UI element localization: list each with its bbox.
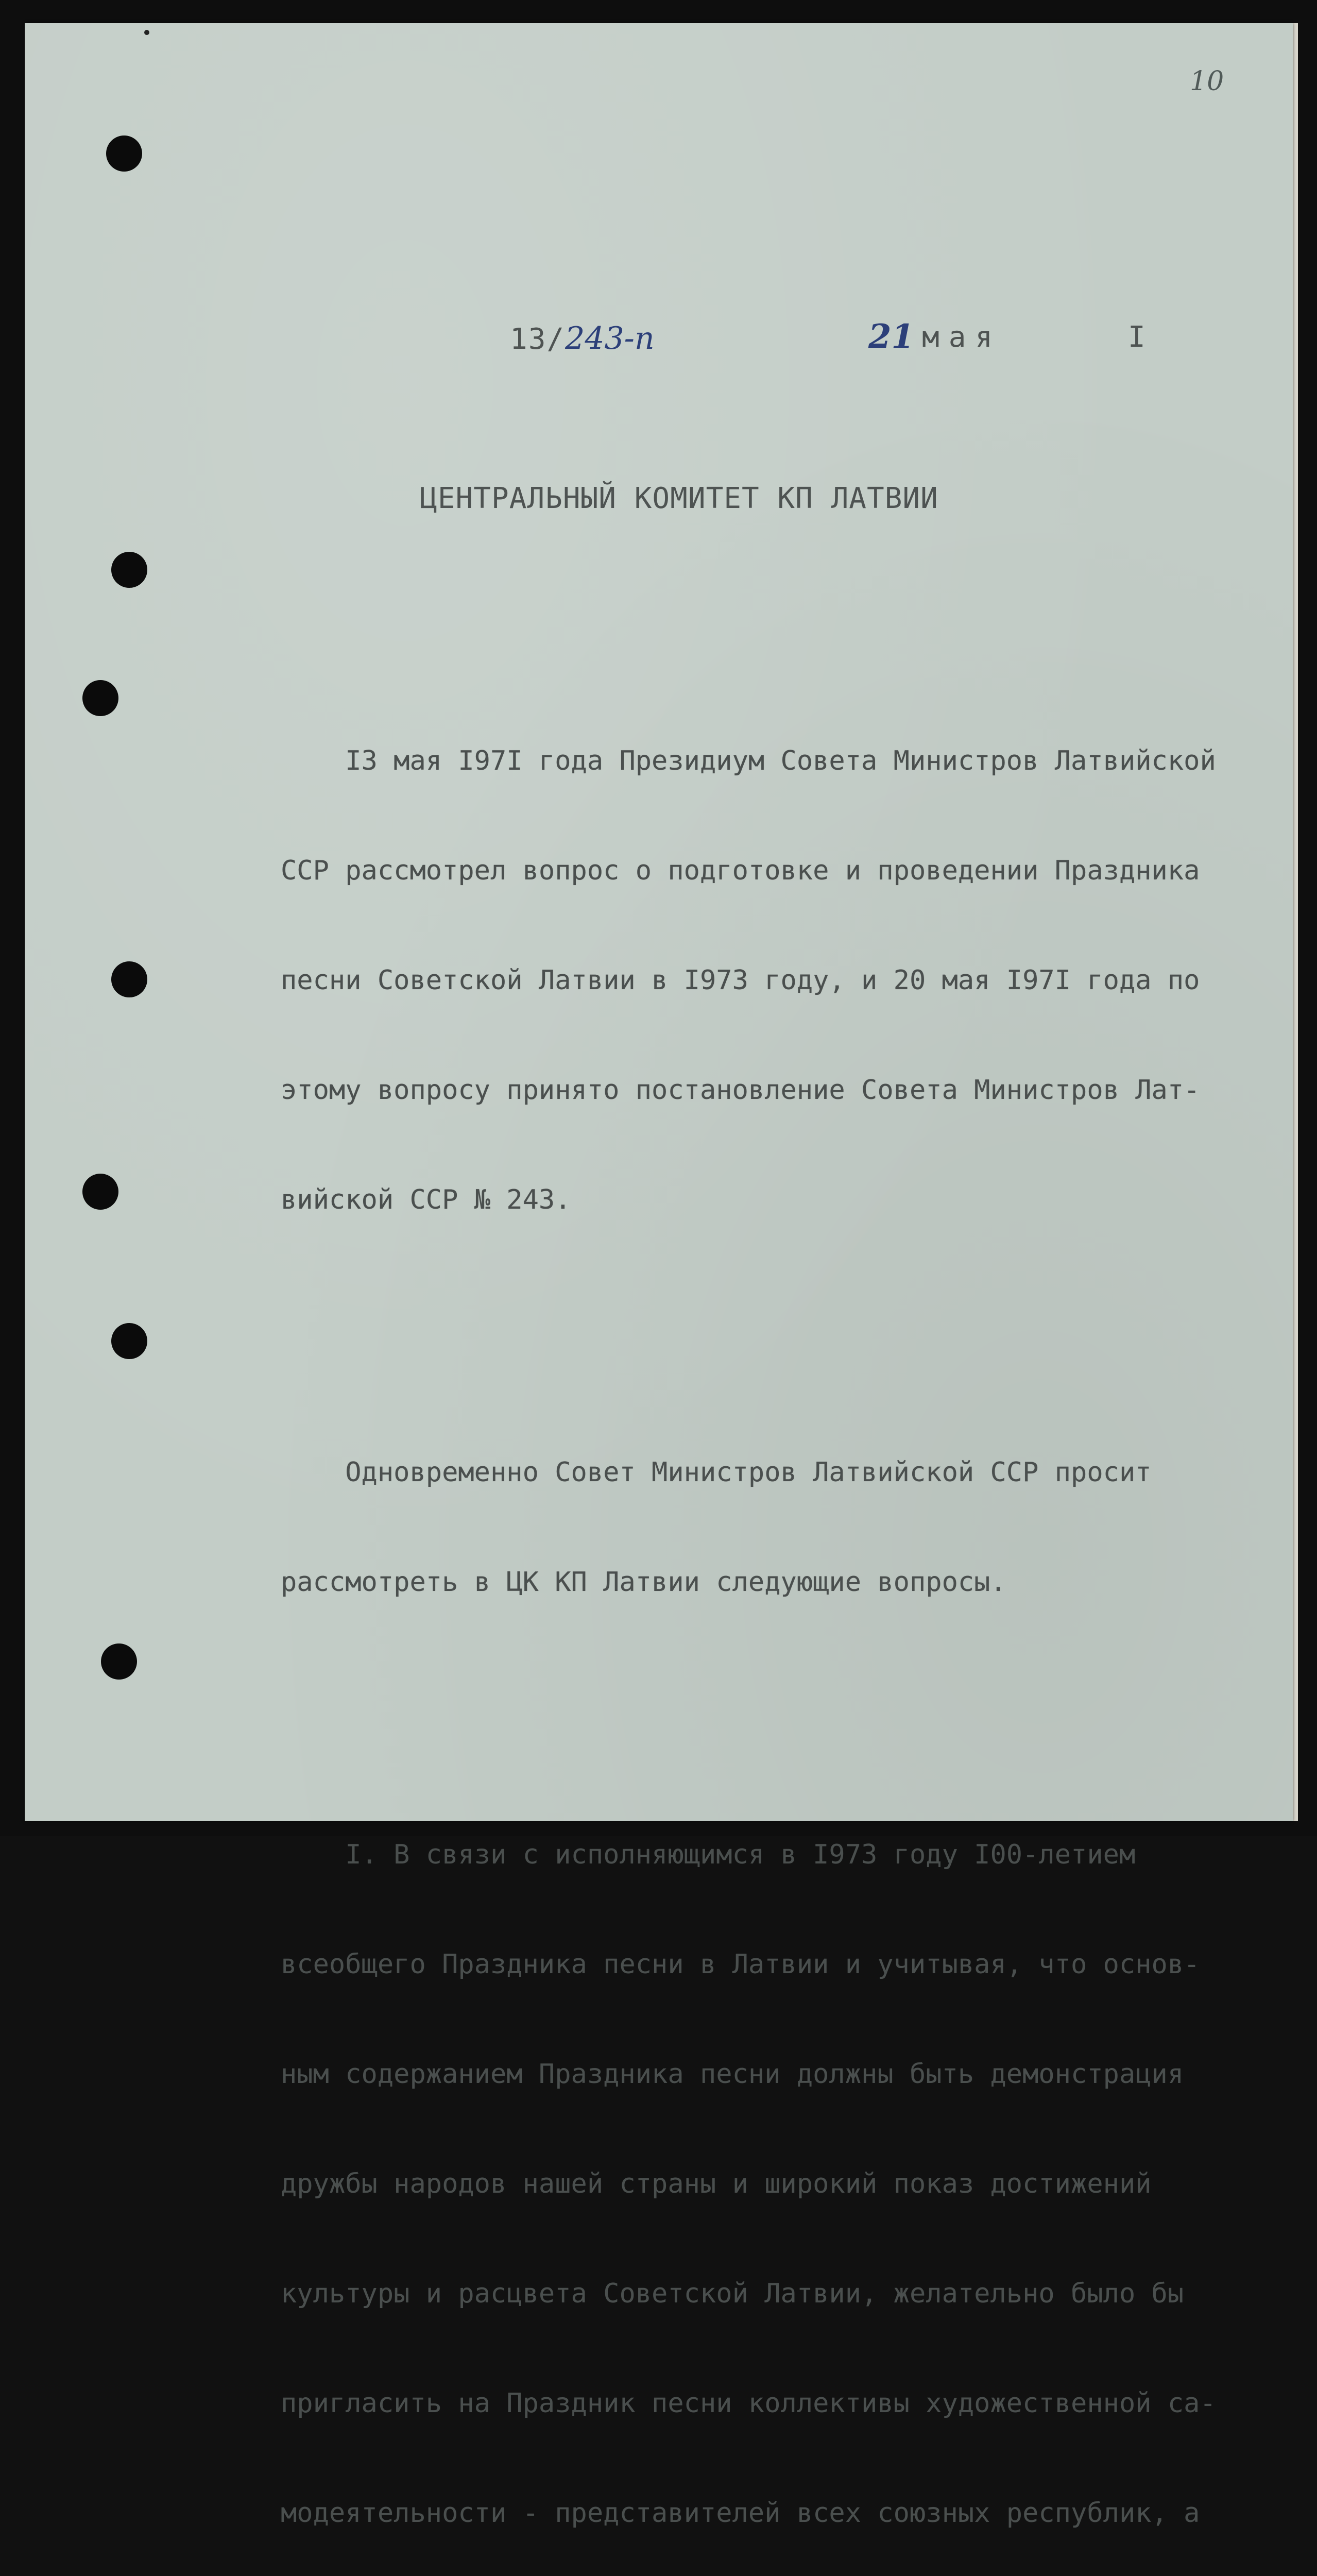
text-line: пригласить на Праздник песни коллективы художественной са- [281,2388,1216,2419]
punch-hole [111,961,147,997]
paragraph [281,1764,1239,2576]
text-line: I3 мая I97I года Президиум Совета Министров Латвийской [281,745,1216,776]
text-line: дружбы народов нашей страны и широкий показ достижений [281,2168,1152,2199]
text-line: культуры и расцвета Советской Латвии, желательно было бы [281,2278,1184,2309]
document-body [281,597,1239,2576]
punch-hole [82,1174,118,1210]
ink-dot [144,30,149,35]
registration-number [510,320,655,357]
page-number: I [1128,320,1145,354]
date-month: мая [922,320,1002,354]
text-line: всеобщего Праздника песни в Латвии и учитывая, что основ- [281,1949,1200,1980]
paper-edge [1293,23,1298,1821]
text-line: вийской ССР № 243. [281,1184,571,1215]
addressee-title: ЦЕНТРАЛЬНЫЙ КОМИТЕТ КП ЛАТВИИ [420,482,938,515]
paragraph [281,1381,1239,1674]
text-line: Одновременно Совет Министров Латвийской ССР просит [281,1457,1152,1488]
registration-number-handwritten: 243-п [565,320,655,357]
punch-hole [111,552,147,588]
document-header [0,315,1317,362]
paragraph [281,670,1239,1292]
registration-number-typed: 13/ [510,323,566,356]
text-line: песни Советской Латвии в I973 году, и 20 мая I97I года по [281,965,1200,996]
punch-hole [106,135,142,172]
text-line: модеятельности - представителей всех союзных республик, а [281,2498,1200,2529]
punch-hole [101,1643,137,1680]
text-line: ным содержанием Праздника песни должны быть демонстрация [281,2059,1184,2090]
text-line: I. В связи с исполняющимся в I973 году I00-летием [281,1839,1136,1870]
punch-hole [82,680,118,716]
folio-number: 10 [1190,66,1224,97]
text-line: ССР рассмотрел вопрос о подготовке и проведении Праздника [281,855,1200,886]
text-line: рассмотреть в ЦК КП Латвии следующие вопросы. [281,1567,1006,1598]
date-day: 21 [868,317,915,356]
text-line: этому вопросу принято постановление Совета Министров Лат- [281,1075,1200,1106]
punch-hole [111,1323,147,1359]
